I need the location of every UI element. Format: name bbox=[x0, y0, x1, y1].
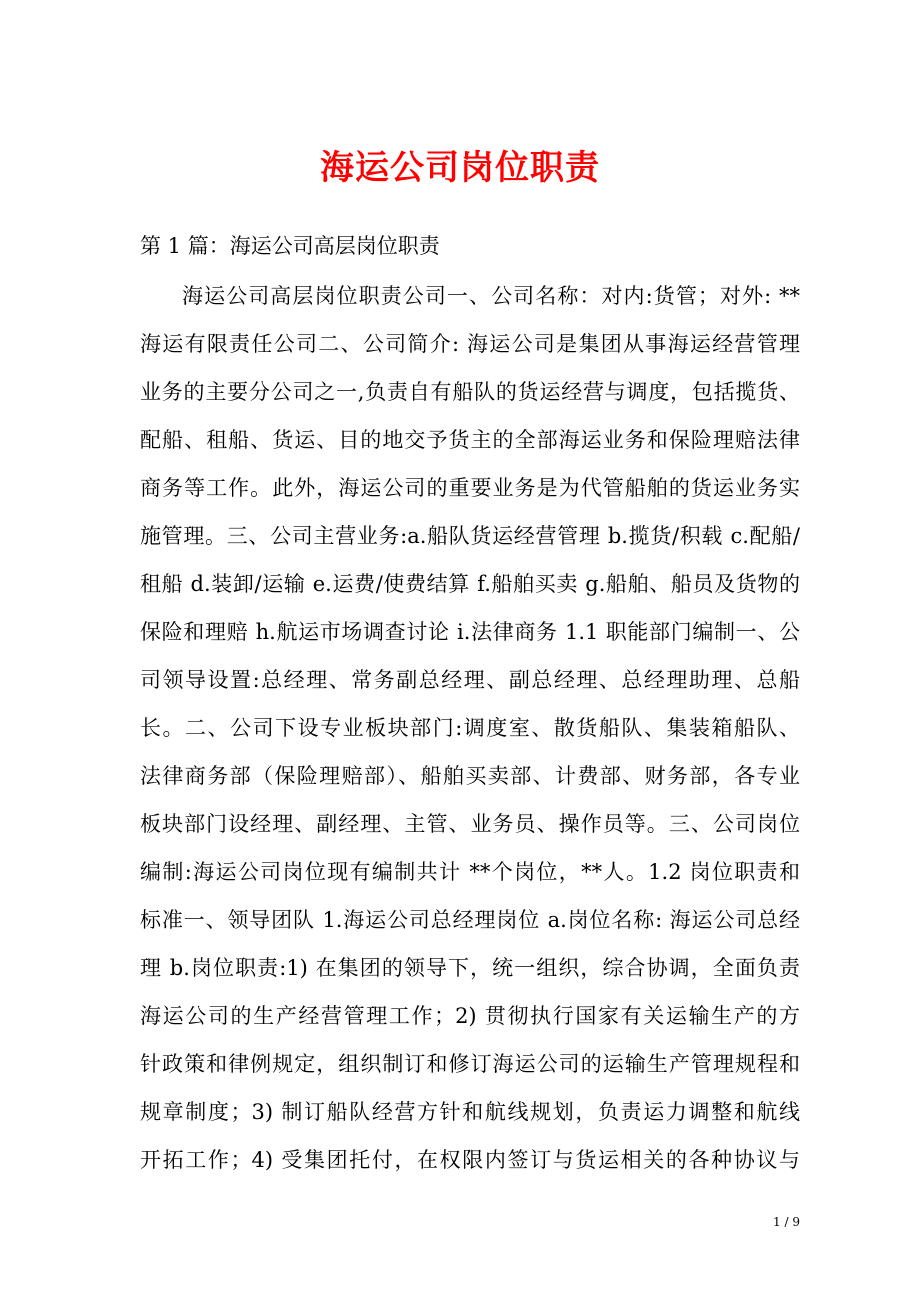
body-line: 开拓工作；4) 受集团托付，在权限内签订与货运相关的各种协议与 bbox=[140, 1148, 800, 1172]
section-heading: 第 1 篇：海运公司高层岗位职责 bbox=[140, 234, 440, 258]
body-line: 海运有限责任公司二、公司简介: 海运公司是集团从事海运经营管理 bbox=[140, 332, 800, 356]
body-line: 租船 d.装卸/运输 e.运费/使费结算 f.船舶买卖 g.船舶、船员及货物的 bbox=[140, 572, 800, 596]
body-line: 商务等工作。此外，海运公司的重要业务是为代管船舶的货运业务实 bbox=[140, 476, 800, 500]
body-line: 法律商务部（保险理赔部）、船舶买卖部、计费部、财务部，各专业 bbox=[140, 764, 800, 788]
body-line: 标准一、领导团队 1.海运公司总经理岗位 a.岗位名称: 海运公司总经 bbox=[140, 908, 800, 932]
body-line: 长。二、公司下设专业板块部门:调度室、散货船队、集装箱船队、 bbox=[140, 716, 800, 740]
body-line: 海运公司高层岗位职责公司一、公司名称：对内:货管；对外: ** bbox=[182, 284, 800, 308]
body-line: 海运公司的生产经营管理工作；2) 贯彻执行国家有关运输生产的方 bbox=[140, 1004, 800, 1028]
body-line: 保险和理赔 h.航运市场调查讨论 i.法律商务 1.1 职能部门编制一、公 bbox=[140, 620, 800, 644]
page-number: 1 / 9 bbox=[773, 1215, 800, 1229]
body-line: 编制:海运公司岗位现有编制共计 **个岗位，**人。1.2 岗位职责和 bbox=[140, 860, 800, 884]
body-text bbox=[140, 280, 800, 1192]
body-line: 板块部门设经理、副经理、主管、业务员、操作员等。三、公司岗位 bbox=[140, 812, 800, 836]
body-line: 业务的主要分公司之一,负责自有船队的货运经营与调度，包括揽货、 bbox=[140, 380, 800, 404]
body-line: 施管理。三、公司主营业务:a.船队货运经营管理 b.揽货/积载 c.配船/ bbox=[140, 524, 800, 548]
body-line: 规章制度；3) 制订船队经营方针和航线规划，负责运力调整和航线 bbox=[140, 1100, 800, 1124]
body-line: 理 b.岗位职责:1) 在集团的领导下，统一组织，综合协调，全面负责 bbox=[140, 956, 800, 980]
body-line: 针政策和律例规定，组织制订和修订海运公司的运输生产管理规程和 bbox=[140, 1052, 800, 1076]
document-title: 海运公司岗位职责 bbox=[320, 148, 600, 188]
body-line: 配船、租船、货运、目的地交予货主的全部海运业务和保险理赔法律 bbox=[140, 428, 800, 452]
body-line: 司领导设置:总经理、常务副总经理、副总经理、总经理助理、总船 bbox=[140, 668, 800, 692]
